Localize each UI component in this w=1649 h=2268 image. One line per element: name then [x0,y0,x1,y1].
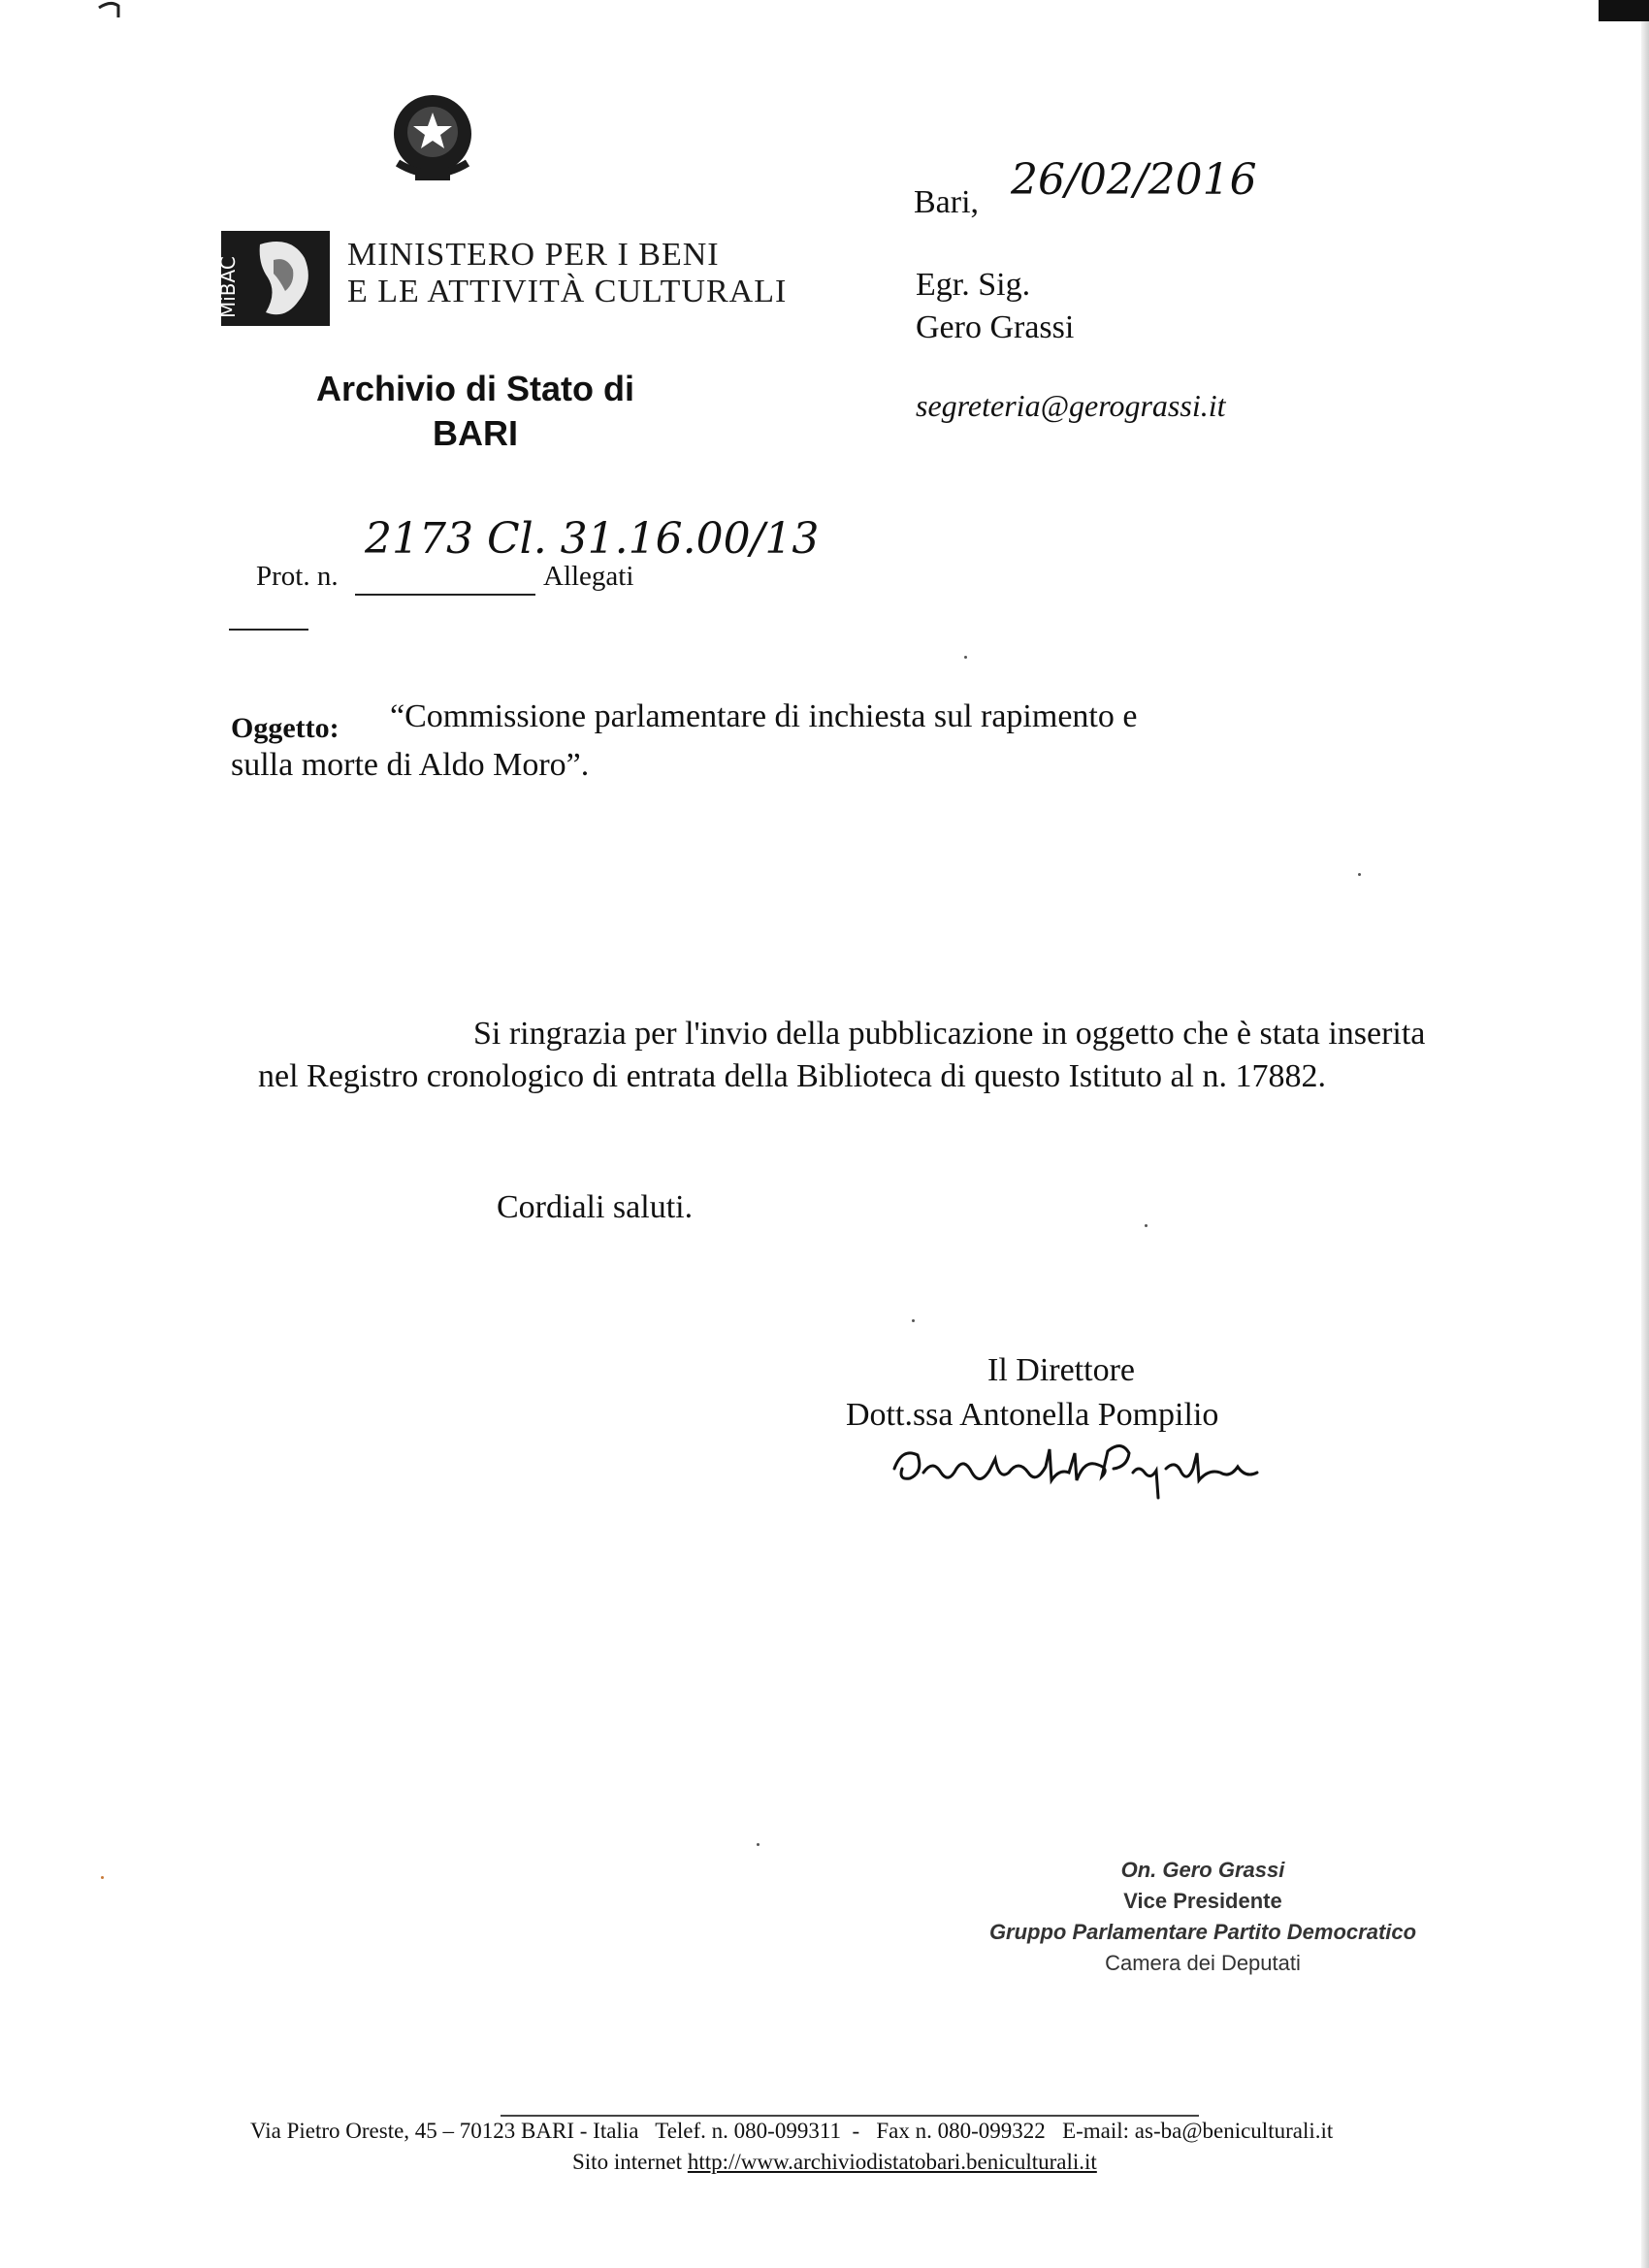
scan-speck [1145,1224,1148,1227]
ministry-name [347,237,787,310]
footer-divider [501,2115,1199,2117]
footer-phone: Telef. n. 080-099311 [655,2119,841,2143]
footer-email: E-mail: as-ba@beniculturali.it [1062,2119,1334,2143]
scan-speck [964,656,967,659]
scan-speck [757,1843,760,1846]
archive-line2: BARI [433,413,518,453]
ministry-line1: MINISTERO PER I BENI [347,237,720,273]
scan-speck [1358,873,1361,876]
director-title: Il Direttore [987,1352,1135,1388]
archive-line1: Archivio di Stato di [315,369,635,408]
ministry-line2: E LE ATTIVITÀ CULTURALI [347,274,788,309]
archive-name [233,367,718,456]
svg-text:MiBAC: MiBAC [216,256,240,318]
recipient-email: segreteria@gerograssi.it [916,388,1226,423]
place-label: Bari, [914,184,980,220]
scan-speck [101,1876,104,1879]
recipient-block [916,264,1074,349]
protocol-underline [355,594,535,596]
footer-address: Via Pietro Oreste, 45 – 70123 BARI - Italia [250,2119,639,2143]
scan-corner-mark [1599,0,1649,21]
stamp-line3: Gruppo Parlamentare Partito Democratico [988,1920,1417,1944]
footer-fax: Fax n. 080-099322 [876,2119,1046,2143]
republic-emblem-icon [386,87,479,188]
scan-mark-icon [97,0,126,17]
subject-line2: sulla morte di Aldo Moro”. [231,747,590,783]
attachments-underline [229,629,308,631]
subject-label: Oggetto: [231,712,340,744]
protocol-label: Prot. n. [256,561,339,592]
closing-salutation: Cordiali saluti. [497,1189,694,1225]
footer-website-label: Sito internet [572,2150,683,2174]
stamp-line1: On. Gero Grassi [1120,1858,1285,1882]
handwritten-protocol-number: 2173 Cl. 31.16.00/13 [365,514,820,564]
scan-speck [912,1319,915,1322]
footer-website-link[interactable]: http://www.archiviodistatobari.beniculturali.it [687,2150,1097,2174]
handwritten-signature-icon [885,1430,1292,1507]
scan-edge [1641,0,1649,2268]
footer-contacts: Via Pietro Oreste, 45 – 70123 BARI - Italia Telef. n. 080-099311 - Fax n. 080-099322 E-mail: as-ba@beniculturali.it [250,2119,1334,2143]
footer-website [572,2150,1097,2175]
handwritten-date: 26/02/2016 [1011,155,1257,205]
salutation: Egr. Sig. [916,267,1031,303]
stamp-line4: Camera dei Deputati [1105,1951,1301,1975]
body-paragraph: Si ringrazia per l'invio della pubblicazione in oggetto che è stata inserita nel Registro cronologico di entrata della Biblioteca di questo Istituto al n. 17882. [258,1016,1426,1094]
parliament-stamp [931,1855,1474,1979]
director-name: Dott.ssa Antonella Pompilio [846,1397,1219,1433]
attachments-label: Allegati [543,561,634,592]
subject-line1: “Commissione parlamentare di inchiesta sul rapimento e [390,698,1138,734]
mibac-logo-icon [216,231,330,326]
stamp-line2: Vice Presidente [1123,1889,1282,1913]
recipient-name: Gero Grassi [916,309,1075,345]
